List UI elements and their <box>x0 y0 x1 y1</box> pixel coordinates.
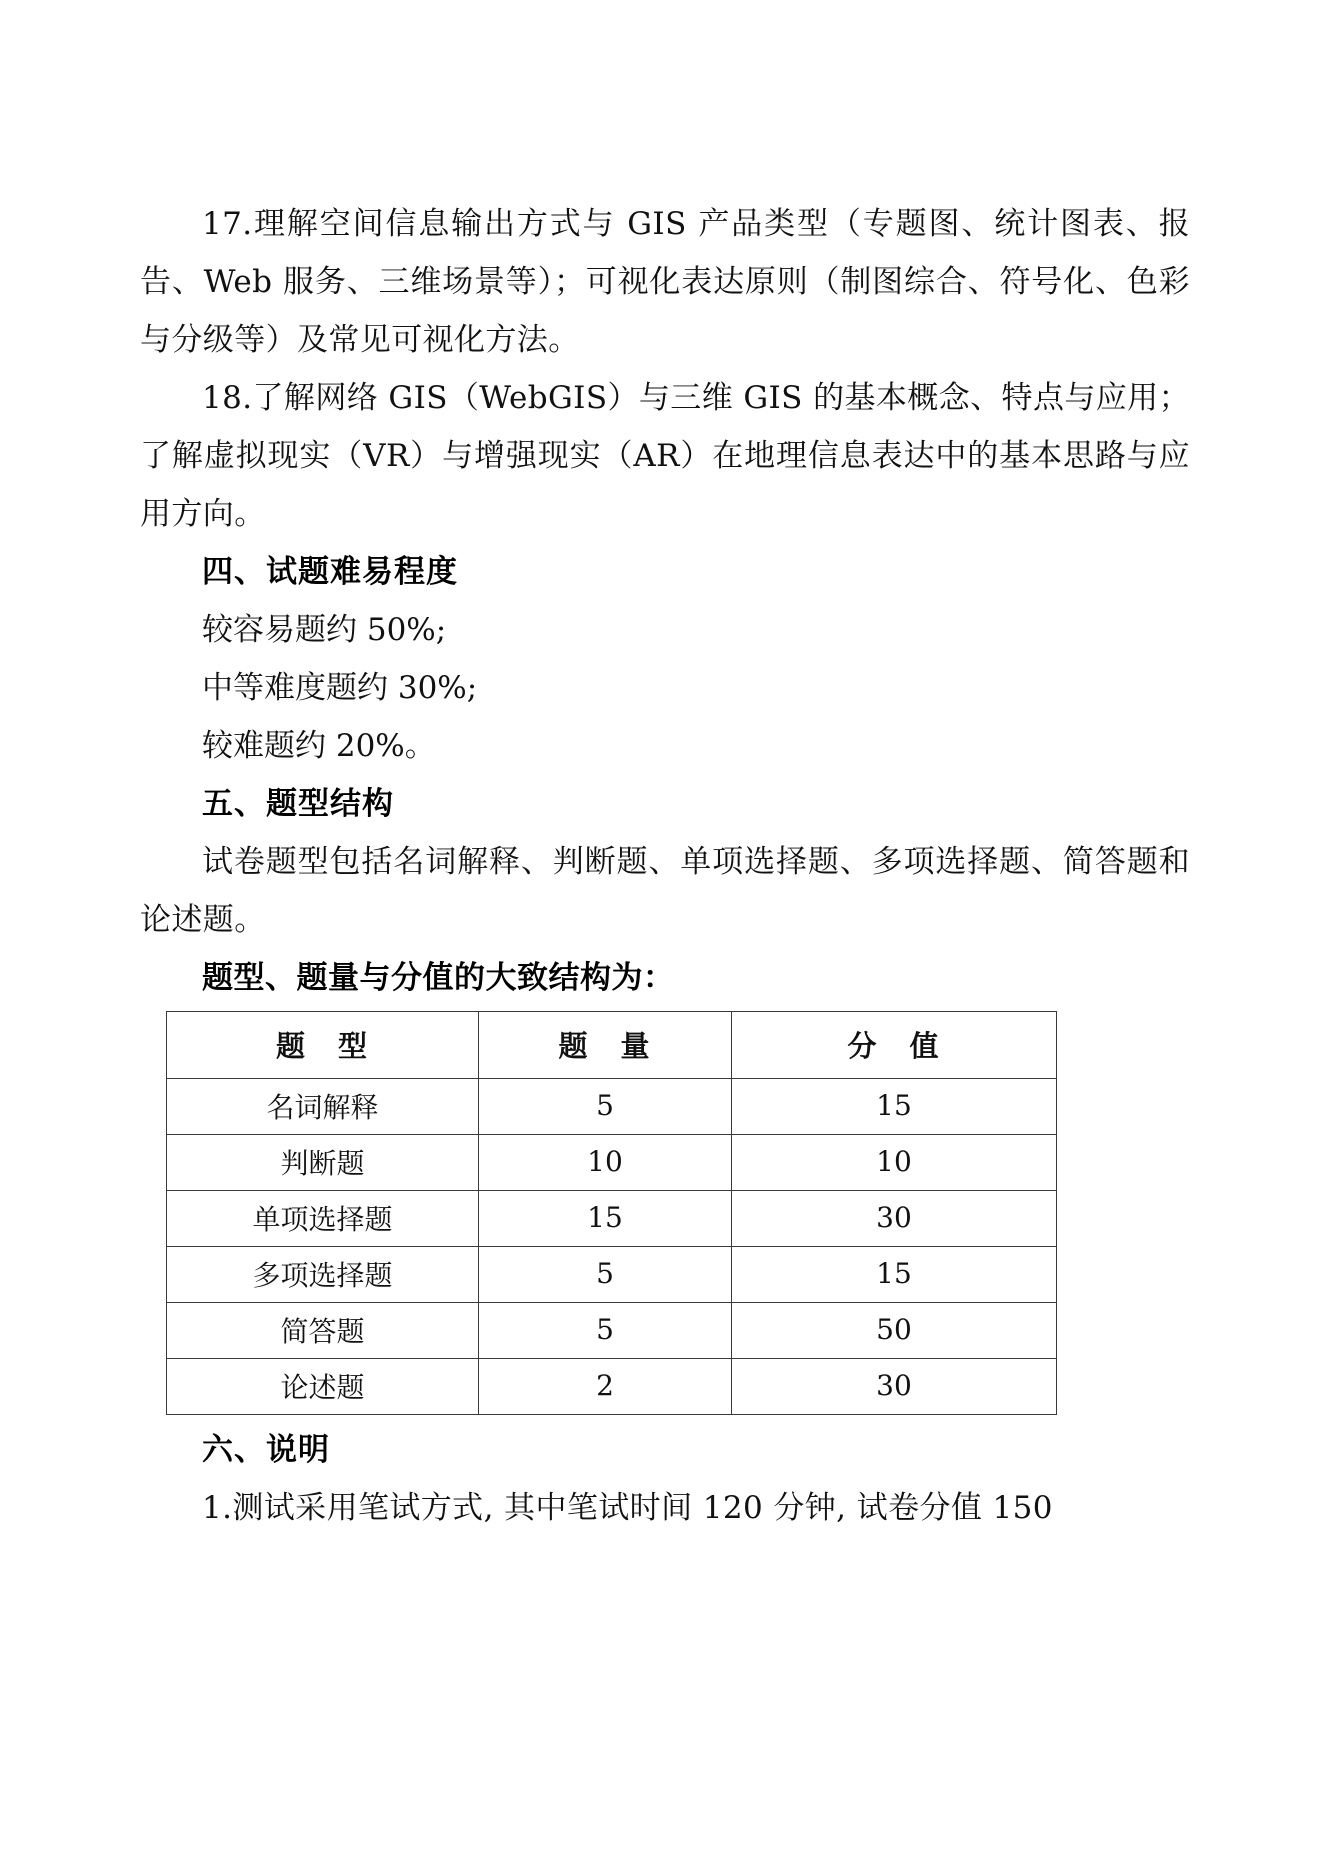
cell-question-count: 5 <box>479 1247 732 1303</box>
cell-question-type: 多项选择题 <box>167 1247 479 1303</box>
table-row <box>167 1303 1057 1359</box>
cell-question-count: 2 <box>479 1359 732 1415</box>
cell-question-type: 简答题 <box>167 1303 479 1359</box>
paragraph-item-18: 18.了解网络 GIS（WebGIS）与三维 GIS 的基本概念、特点与应用；了解虚拟现实（VR）与增强现实（AR）在地理信息表达中的基本思路与应用方向。 <box>140 380 1190 532</box>
table-row <box>167 1079 1057 1135</box>
section-heading-five: 五、题型结构 <box>202 786 394 822</box>
cell-question-type: 论述题 <box>167 1359 479 1415</box>
cell-question-count: 5 <box>479 1079 732 1135</box>
table-header-score: 分 值 <box>732 1012 1057 1079</box>
cell-score: 50 <box>732 1303 1057 1359</box>
table-row <box>167 1191 1057 1247</box>
difficulty-level-medium: 中等难度题约 30%; <box>202 670 478 706</box>
section-heading-four: 四、试题难易程度 <box>202 554 458 590</box>
paragraph-item-17: 17.理解空间信息输出方式与 GIS 产品类型（专题图、统计图表、报告、Web 服务、三维场景等）；可视化表达原则（制图综合、符号化、色彩与分级等）及常见可视化方法。 <box>140 206 1190 358</box>
cell-question-count: 10 <box>479 1135 732 1191</box>
section-five-intro: 试卷题型包括名词解释、判断题、单项选择题、多项选择题、简答题和论述题。 <box>140 844 1190 938</box>
question-structure-table <box>166 1011 1057 1415</box>
cell-question-count: 15 <box>479 1191 732 1247</box>
cell-question-type: 单项选择题 <box>167 1191 479 1247</box>
cell-score: 15 <box>732 1247 1057 1303</box>
cell-question-type: 判断题 <box>167 1135 479 1191</box>
difficulty-level-hard: 较难题约 20%。 <box>202 728 436 764</box>
table-header-question-count: 题 量 <box>479 1012 732 1079</box>
cell-score: 30 <box>732 1359 1057 1415</box>
difficulty-level-easy: 较容易题约 50%; <box>202 612 447 648</box>
table-row <box>167 1247 1057 1303</box>
section-six-note-1: 1.测试采用笔试方式, 其中笔试时间 120 分钟, 试卷分值 150 <box>202 1490 1053 1526</box>
cell-question-count: 5 <box>479 1303 732 1359</box>
cell-score: 10 <box>732 1135 1057 1191</box>
cell-score: 30 <box>732 1191 1057 1247</box>
cell-score: 15 <box>732 1079 1057 1135</box>
table-header-question-type: 题 型 <box>167 1012 479 1079</box>
table-caption: 题型、题量与分值的大致结构为： <box>202 960 675 996</box>
table-header-row <box>167 1012 1057 1079</box>
table-row <box>167 1359 1057 1415</box>
section-heading-six: 六、说明 <box>202 1432 330 1468</box>
table-row <box>167 1135 1057 1191</box>
cell-question-type: 名词解释 <box>167 1079 479 1135</box>
